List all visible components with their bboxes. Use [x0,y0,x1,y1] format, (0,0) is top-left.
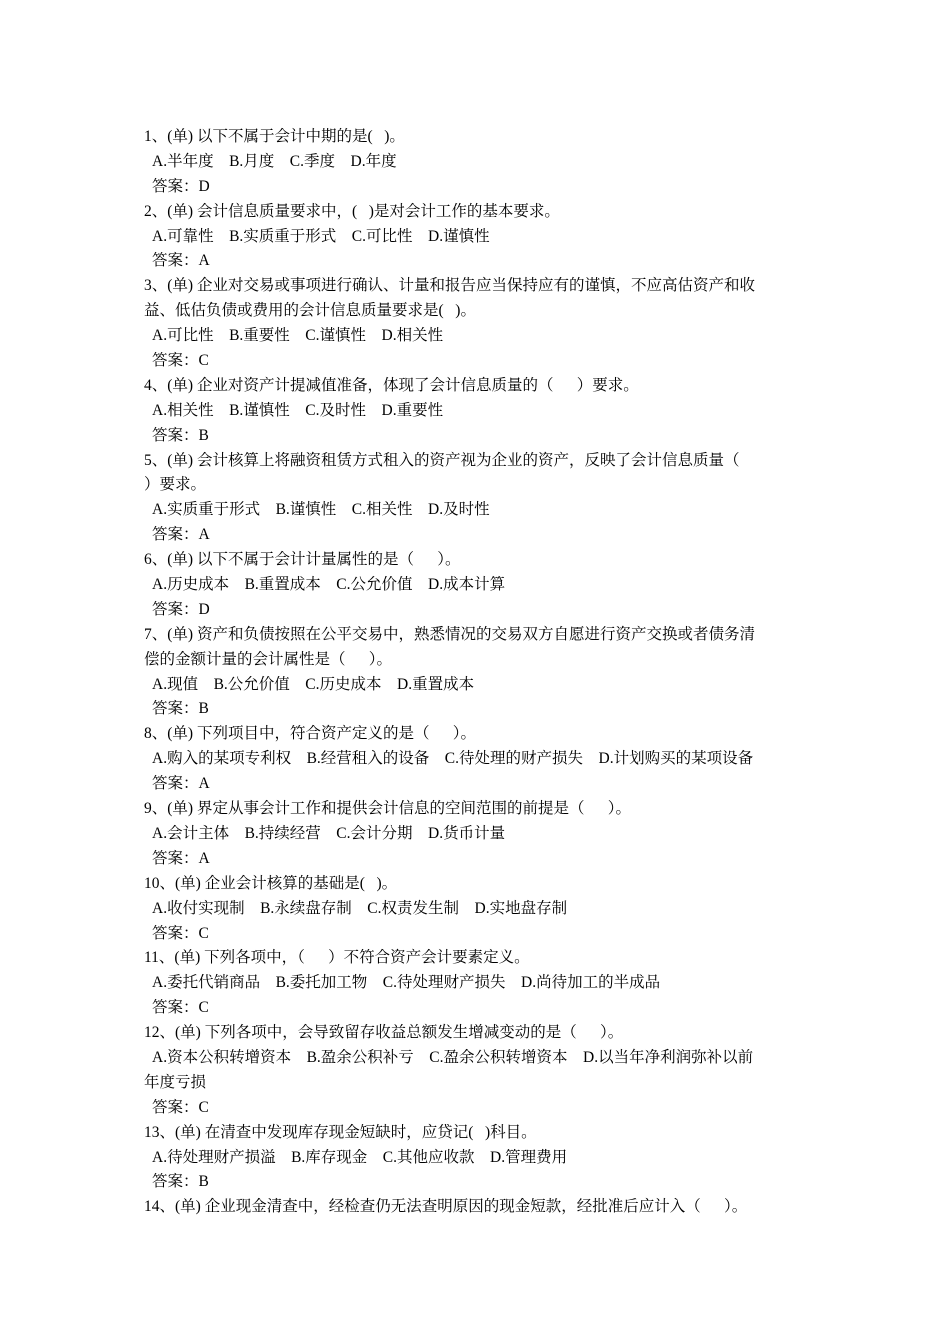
question-stem: 12、(单) 下列各项中，会导致留存收益总额发生增减变动的是（ ）。 [144,1024,624,1042]
question-stem: 3、(单) 企业对交易或事项进行确认、计量和报告应当保持应有的谨慎，不应高估资产和收 [144,277,755,295]
answer-key: 答案：C [152,999,209,1017]
answer-options: A.可比性 B.重要性 C.谨慎性 D.相关性 [152,327,444,345]
answer-options: A.会计主体 B.持续经营 C.会计分期 D.货币计量 [152,824,506,842]
question-stem-continuation: 偿的金额计量的会计属性是（ ）。 [144,650,393,668]
answer-key: 答案：D [152,600,210,618]
answer-key: 答案：C [152,352,209,370]
answer-key: 答案：B [152,426,209,444]
answer-options: A.资本公积转增资本 B.盈余公积补亏 C.盈余公积转增资本 D.以当年净利润弥补以前 [152,1048,754,1066]
answer-key: 答案：D [152,177,210,195]
answer-key: 答案：A [152,526,210,544]
question-stem-continuation: 年度亏损 [144,1073,207,1091]
answer-key: 答案：B [152,1173,209,1191]
answer-key: 答案：B [152,700,209,718]
answer-options: A.收付实现制 B.永续盘存制 C.权责发生制 D.实地盘存制 [152,899,568,917]
question-stem: 6、(单) 以下不属于会计计量属性的是（ ）。 [144,551,461,569]
answer-options: A.购入的某项专利权 B.经营租入的设备 C.待处理的财产损失 D.计划购买的某项设备 [152,750,754,768]
question-stem: 5、(单) 会计核算上将融资租赁方式租入的资产视为企业的资产，反映了会计信息质量（ [144,451,740,469]
question-stem: 1、(单) 以下不属于会计中期的是( )。 [144,128,405,145]
answer-options: A.历史成本 B.重置成本 C.公允价值 D.成本计算 [152,576,506,594]
question-stem: 10、(单) 企业会计核算的基础是( )。 [144,874,398,892]
question-stem: 9、(单) 界定从事会计工作和提供会计信息的空间范围的前提是（ ）。 [144,800,631,818]
question-stem: 8、(单) 下列项目中，符合资产定义的是（ ）。 [144,725,476,743]
answer-key: 答案：C [152,1098,209,1116]
answer-key: 答案：C [152,924,209,942]
question-stem-continuation: 益、低估负债或费用的会计信息质量要求是( )。 [144,302,476,320]
question-stem: 14、(单) 企业现金清查中，经检查仍无法查明原因的现金短款，经批准后应计入（ ）。 [144,1198,748,1216]
answer-key: 答案：A [152,252,210,270]
question-stem: 2、(单) 会计信息质量要求中，( )是对会计工作的基本要求。 [144,202,560,220]
answer-options: A.半年度 B.月度 C.季度 D.年度 [152,152,397,170]
question-list [144,125,814,1220]
question-stem: 13、(单) 在清查中发现库存现金短缺时，应贷记( )科目。 [144,1123,537,1141]
answer-options: A.委托代销商品 B.委托加工物 C.待处理财产损失 D.尚待加工的半成品 [152,974,661,992]
answer-key: 答案：A [152,775,210,793]
answer-options: A.实质重于形式 B.谨慎性 C.相关性 D.及时性 [152,501,490,519]
question-stem: 7、(单) 资产和负债按照在公平交易中，熟悉情况的交易双方自愿进行资产交换或者债务清 [144,625,755,643]
answer-options: A.相关性 B.谨慎性 C.及时性 D.重要性 [152,401,444,419]
question-stem: 4、(单) 企业对资产计提减值准备，体现了会计信息质量的（ ）要求。 [144,376,639,394]
answer-key: 答案：A [152,849,210,867]
answer-options: A.现值 B.公允价值 C.历史成本 D.重置成本 [152,675,475,693]
question-stem: 11、(单) 下列各项中，（ ）不符合资产会计要素定义。 [144,949,530,967]
answer-options: A.待处理财产损溢 B.库存现金 C.其他应收款 D.管理费用 [152,1148,568,1166]
question-stem-continuation: ）要求。 [144,476,207,494]
answer-options: A.可靠性 B.实质重于形式 C.可比性 D.谨慎性 [152,227,490,245]
